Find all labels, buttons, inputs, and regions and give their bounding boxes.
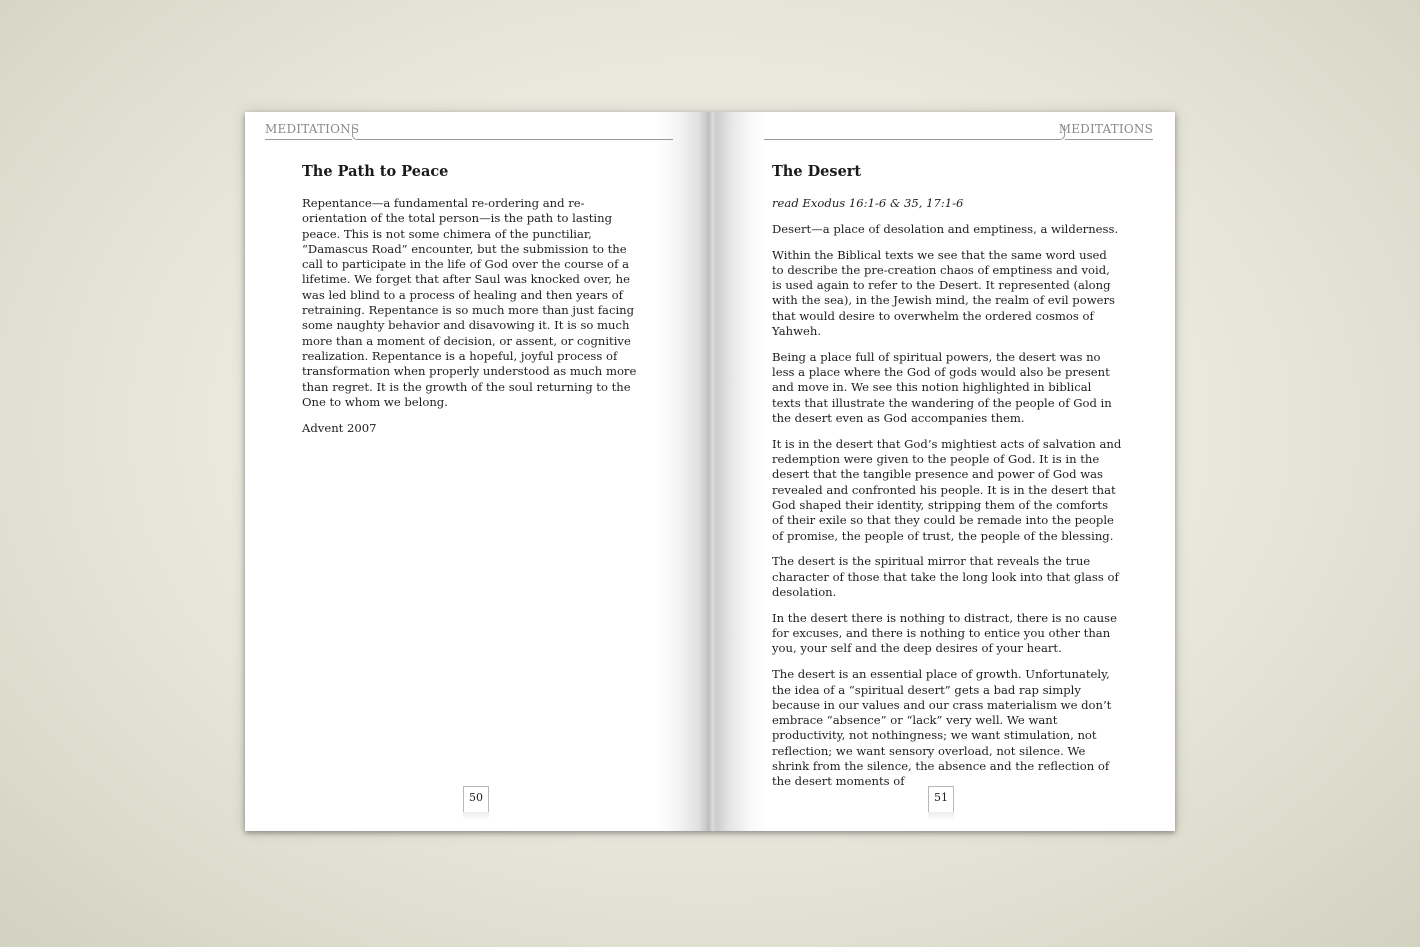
body-paragraph: In the desert there is nothing to distract, there is no cause for excuses, and there is nothing to entice you other than you, your self and the deep desires of your heart.	[772, 610, 1117, 656]
body-paragraph: The desert is an essential place of growth. Unfortunately, the idea of a “spiritual desert” gets a bad rap simply because in our values and our crass materialism we don’t embrace “absence” or “lack” very well. We want productivity, not nothingness; we want stimulation, not reflection; we want sensory overload, not silence. We shrink from the silence, the absence and the reflection of the desert moments of	[772, 667, 1112, 789]
date-line: Advent 2007	[302, 420, 377, 435]
body-paragraph: Within the Biblical texts we see that the same word used to describe the pre-creation chaos of emptiness and void, is used again to refer to the Desert. It represented (along with the sea), in the Jewish mind, the realm of evil powers that would desire to overwhelm the ordered cosmos of Yahweh.	[772, 247, 1115, 339]
right-text-block	[772, 162, 1122, 800]
meditation-title-right: The Desert	[772, 163, 862, 180]
header-rule-right	[764, 125, 1065, 140]
left-page	[245, 112, 710, 831]
header-rule-base-right	[1065, 139, 1153, 140]
running-head-left: MEDITATIONS	[265, 122, 360, 136]
book-spread	[245, 112, 1175, 831]
header-rule-left	[352, 125, 673, 140]
page-number-shadow-left	[463, 812, 489, 820]
page-number-right: 51	[928, 786, 954, 812]
right-page	[710, 112, 1175, 831]
left-text-block	[302, 162, 647, 446]
body-paragraph: Repentance—a fundamental re-ordering and re-orientation of the total person—is the path to lasting peace. This is not some chimera of the punctiliar, “Damascus Road” encounter, but the submission to the call to participate in the life of God over the course of a lifetime. We forget that after Saul was knocked over, he was led blind to a process of healing and then years of retraining. Repentance is so much more than just facing some naughty behavior and disavowing it. It is so much more than a moment of decision, or assent, or cognitive realization. Repentance is a hopeful, joyful process of transformation when properly understood as much more than regret. It is the growth of the soul returning to the One to whom we belong.	[302, 196, 637, 409]
page-number-shadow-right	[928, 812, 954, 820]
body-paragraph: The desert is the spiritual mirror that reveals the true character of those that take the long look into that glass of desolation.	[772, 554, 1119, 600]
body-paragraph: It is in the desert that God’s mightiest acts of salvation and redemption were given to the people of God. It is in the desert that the tangible presence and power of God was revealed and confronted his people. It is in the desert that God shaped their identity, stripping them of the comforts of their exile so that they could be remade into the people of promise, the people of trust, the people of the blessing.	[772, 436, 1122, 543]
body-paragraph: Being a place full of spiritual powers, the desert was no less a place where the God of gods would also be present and move in. We see this notion highlighted in biblical texts that illustrate the wandering of the people of God in the desert even as God accompanies them.	[772, 349, 1112, 426]
body-paragraph: Desert—a place of desolation and emptiness, a wilderness.	[772, 221, 1119, 236]
scripture-reading: read Exodus 16:1-6 & 35, 17:1-6	[772, 196, 964, 210]
header-rule-base-left	[265, 139, 352, 140]
running-head-right: MEDITATIONS	[1058, 122, 1153, 136]
meditation-title-left: The Path to Peace	[302, 163, 449, 180]
page-number-left: 50	[463, 786, 489, 812]
